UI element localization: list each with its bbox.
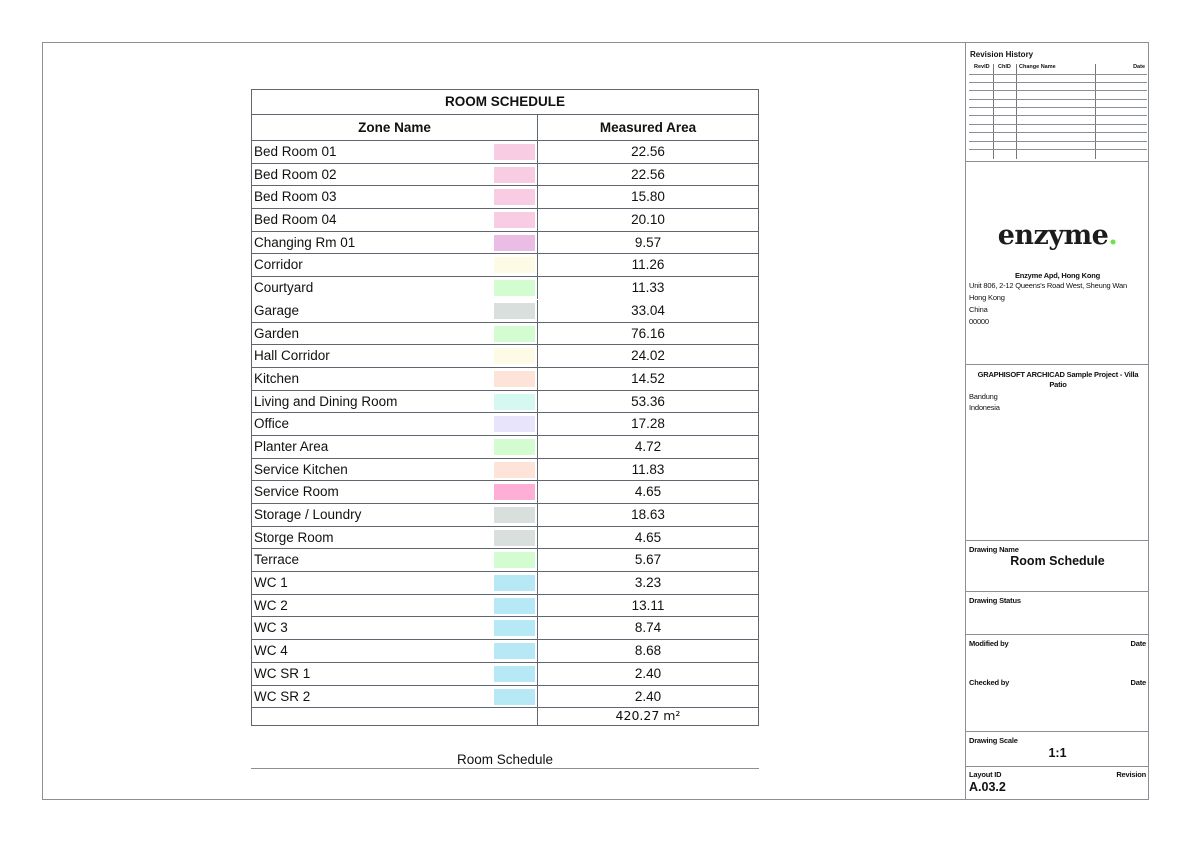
measured-area: 11.33	[631, 280, 665, 296]
zone-color-swatch	[494, 394, 535, 410]
zone-color-swatch	[494, 189, 535, 205]
zone-name: Service Kitchen	[254, 461, 348, 477]
rev-divider	[993, 64, 994, 159]
total-area: 420.27 m²	[615, 708, 681, 724]
zone-name-cell	[252, 640, 538, 662]
layout-id-section	[966, 767, 1149, 800]
measured-area: 15.80	[631, 189, 665, 205]
zone-color-swatch	[494, 598, 535, 614]
zone-name: Changing Rm 01	[254, 234, 356, 250]
zone-name-cell	[252, 232, 538, 254]
table-row	[252, 323, 758, 346]
zone-name: Kitchen	[254, 370, 300, 386]
project-location: Bandung	[969, 392, 998, 401]
schedule-total-row	[252, 708, 758, 725]
measured-area: 53.36	[631, 393, 665, 409]
table-row	[252, 572, 758, 595]
measured-area: 14.52	[631, 370, 665, 386]
zone-name: WC SR 1	[254, 665, 311, 681]
rev-col-date: Date	[1133, 64, 1145, 70]
table-row	[252, 459, 758, 482]
table-row	[252, 254, 758, 277]
zone-name-cell	[252, 391, 538, 413]
zone-color-swatch	[494, 507, 535, 523]
zone-name: WC 3	[254, 620, 288, 636]
revision-history-title: Revision History	[970, 50, 1034, 59]
zone-name: Storage / Loundry	[254, 507, 362, 522]
zone-name: Office	[254, 416, 290, 432]
modified-date-label: Date	[1130, 639, 1146, 648]
title-block	[965, 42, 1149, 800]
project-section	[966, 365, 1149, 541]
table-row	[252, 164, 758, 187]
table-row	[252, 413, 758, 436]
rev-row-line	[969, 132, 1147, 133]
rev-divider	[1095, 64, 1096, 159]
rev-row-line	[969, 74, 1147, 75]
zone-name-cell	[252, 323, 538, 345]
zone-name-cell	[252, 209, 538, 231]
rev-row-line	[969, 99, 1147, 100]
drawing-status-label: Drawing Status	[969, 596, 1021, 605]
measured-area: 76.16	[631, 325, 665, 341]
zone-color-swatch	[494, 552, 535, 568]
zone-name-cell	[252, 413, 538, 435]
rev-col-chid: ChID	[998, 64, 1011, 70]
table-row	[252, 527, 758, 550]
drawing-name: Room Schedule	[1010, 554, 1105, 568]
measured-area: 4.65	[634, 484, 662, 500]
zone-name: Corridor	[254, 257, 303, 273]
address-line: China	[969, 305, 988, 314]
zone-color-swatch	[494, 643, 535, 659]
rev-row-line	[969, 141, 1147, 142]
rev-row-line	[969, 149, 1147, 150]
room-schedule-table	[251, 89, 759, 726]
checked-by-label: Checked by	[969, 678, 1010, 687]
zone-name: Bed Room 04	[254, 212, 337, 228]
zone-color-swatch	[494, 462, 535, 478]
zone-name: Service Room	[254, 484, 339, 500]
zone-name: Planter Area	[254, 438, 329, 454]
zone-name-cell	[252, 572, 538, 594]
zone-name-cell	[252, 368, 538, 390]
drawing-scale: 1:1	[1048, 746, 1067, 760]
zone-name-cell	[252, 481, 538, 503]
zone-color-swatch	[494, 689, 535, 705]
table-row	[252, 686, 758, 709]
rev-divider	[1016, 64, 1017, 159]
table-row	[252, 549, 758, 572]
zone-color-swatch	[494, 212, 535, 228]
table-row	[252, 391, 758, 414]
measured-area: 20.10	[631, 212, 665, 228]
zone-name: Living and Dining Room	[254, 393, 398, 409]
zone-name: Courtyard	[254, 280, 314, 296]
table-row	[252, 640, 758, 663]
zone-color-swatch	[494, 666, 535, 682]
measured-area: 33.04	[631, 302, 665, 318]
table-row	[252, 663, 758, 686]
schedule-title: ROOM SCHEDULE	[252, 90, 758, 115]
drawing-scale-section	[966, 732, 1149, 767]
rev-row-line	[969, 82, 1147, 83]
column-header-measured-area: Measured Area	[599, 120, 697, 135]
table-row	[252, 186, 758, 209]
logo-dot: .	[1108, 220, 1118, 251]
zone-name-cell	[252, 459, 538, 481]
project-country: Indonesia	[969, 403, 1000, 412]
zone-color-swatch	[494, 280, 535, 296]
drawing-name-label: Drawing Name	[969, 545, 1019, 554]
zone-color-swatch	[494, 257, 535, 273]
zone-name-cell	[252, 504, 538, 526]
zone-color-swatch	[494, 326, 535, 342]
zone-color-swatch	[494, 371, 535, 387]
zone-color-swatch	[494, 416, 535, 432]
zone-name-cell	[252, 663, 538, 685]
zone-name-cell	[252, 164, 538, 186]
rev-col-change-name: Change Name	[1019, 64, 1056, 70]
zone-color-swatch	[494, 439, 535, 455]
zone-name: WC SR 2	[254, 688, 311, 704]
zone-name-cell	[252, 617, 538, 639]
drawing-caption: Room Schedule	[251, 751, 759, 769]
revision-label: Revision	[1116, 770, 1146, 779]
table-row	[252, 300, 758, 323]
measured-area: 22.56	[631, 166, 665, 182]
table-row	[252, 504, 758, 527]
review-section	[966, 635, 1149, 732]
zone-name-cell	[252, 686, 538, 708]
measured-area: 13.11	[631, 597, 665, 613]
company-logo	[966, 220, 1149, 251]
table-row	[252, 209, 758, 232]
zone-name: Bed Room 01	[254, 144, 337, 159]
zone-name: Storge Room	[254, 529, 334, 545]
schedule-header-row	[252, 115, 758, 141]
company-name: Enzyme Apd, Hong Kong	[1014, 271, 1101, 280]
measured-area: 17.28	[631, 416, 665, 432]
table-row	[252, 232, 758, 255]
project-title: GRAPHISOFT ARCHICAD Sample Project - Villa Patio	[977, 370, 1139, 389]
zone-name-cell	[252, 254, 538, 276]
revision-history-section	[966, 42, 1149, 162]
rev-row-line	[969, 107, 1147, 108]
zone-color-swatch	[494, 575, 535, 591]
measured-area: 8.68	[634, 643, 662, 659]
table-row	[252, 141, 758, 164]
zone-color-swatch	[494, 235, 535, 251]
company-section	[966, 162, 1149, 365]
zone-name-cell	[252, 345, 538, 367]
zone-name-cell	[252, 277, 538, 299]
rev-row-line	[969, 90, 1147, 91]
zone-color-swatch	[494, 530, 535, 546]
measured-area: 2.40	[634, 688, 662, 704]
table-row	[252, 481, 758, 504]
measured-area: 24.02	[631, 348, 665, 364]
measured-area: 11.83	[631, 461, 665, 477]
modified-by-label: Modified by	[969, 639, 1009, 648]
layout-id: A.03.2	[969, 780, 1006, 794]
zone-color-swatch	[494, 167, 535, 183]
zone-name-cell	[252, 436, 538, 458]
table-row	[252, 617, 758, 640]
table-row	[252, 368, 758, 391]
address-line: Hong Kong	[969, 293, 1005, 302]
checked-date-label: Date	[1130, 678, 1146, 687]
zone-name-cell	[252, 186, 538, 208]
zone-color-swatch	[494, 144, 535, 160]
measured-area: 5.67	[634, 552, 662, 568]
zone-color-swatch	[494, 620, 535, 636]
table-row	[252, 345, 758, 368]
zone-name: Garden	[254, 325, 300, 341]
zone-name: WC 4	[254, 643, 288, 659]
zone-color-swatch	[494, 303, 535, 319]
zone-name: Terrace	[254, 552, 300, 568]
measured-area: 11.26	[631, 257, 665, 273]
measured-area: 4.65	[634, 529, 662, 545]
measured-area: 3.23	[634, 575, 662, 591]
drawing-scale-label: Drawing Scale	[969, 736, 1018, 745]
zone-name: WC 1	[254, 575, 288, 591]
rev-row-line	[969, 124, 1147, 125]
address-line: 00000	[969, 317, 989, 326]
zone-color-swatch	[494, 348, 535, 364]
revision-history-table	[969, 64, 1147, 159]
measured-area: 8.74	[634, 620, 662, 636]
zone-name: Garage	[254, 302, 300, 318]
zone-name: Bed Room 02	[254, 166, 337, 182]
address-line: Unit 806, 2-12 Queens's Road West, Sheung Wan	[969, 281, 1127, 290]
measured-area: 9.57	[634, 234, 662, 250]
measured-area: 22.56	[631, 144, 665, 159]
table-row	[252, 277, 758, 300]
table-row	[252, 436, 758, 459]
measured-area: 18.63	[631, 507, 665, 522]
zone-name: Hall Corridor	[254, 348, 330, 364]
drawing-name-section	[966, 541, 1149, 592]
schedule-rows	[252, 141, 758, 708]
zone-color-swatch	[494, 484, 535, 500]
rev-row-line	[969, 115, 1147, 116]
rev-col-revid: RevID	[974, 64, 990, 70]
layout-id-label: Layout ID	[969, 770, 1002, 779]
zone-name: WC 2	[254, 597, 288, 613]
measured-area: 4.72	[634, 438, 662, 454]
logo-text: enzyme	[997, 220, 1109, 251]
zone-name-cell	[252, 549, 538, 571]
column-header-zone-name: Zone Name	[252, 115, 538, 140]
zone-name-cell	[252, 595, 538, 617]
table-row	[252, 595, 758, 618]
measured-area: 2.40	[634, 665, 662, 681]
zone-name-cell	[252, 527, 538, 549]
zone-name: Bed Room 03	[254, 189, 337, 205]
total-label-cell	[252, 708, 538, 725]
zone-name-cell	[252, 141, 538, 163]
drawing-status-section	[966, 592, 1149, 635]
zone-name-cell	[252, 300, 538, 322]
